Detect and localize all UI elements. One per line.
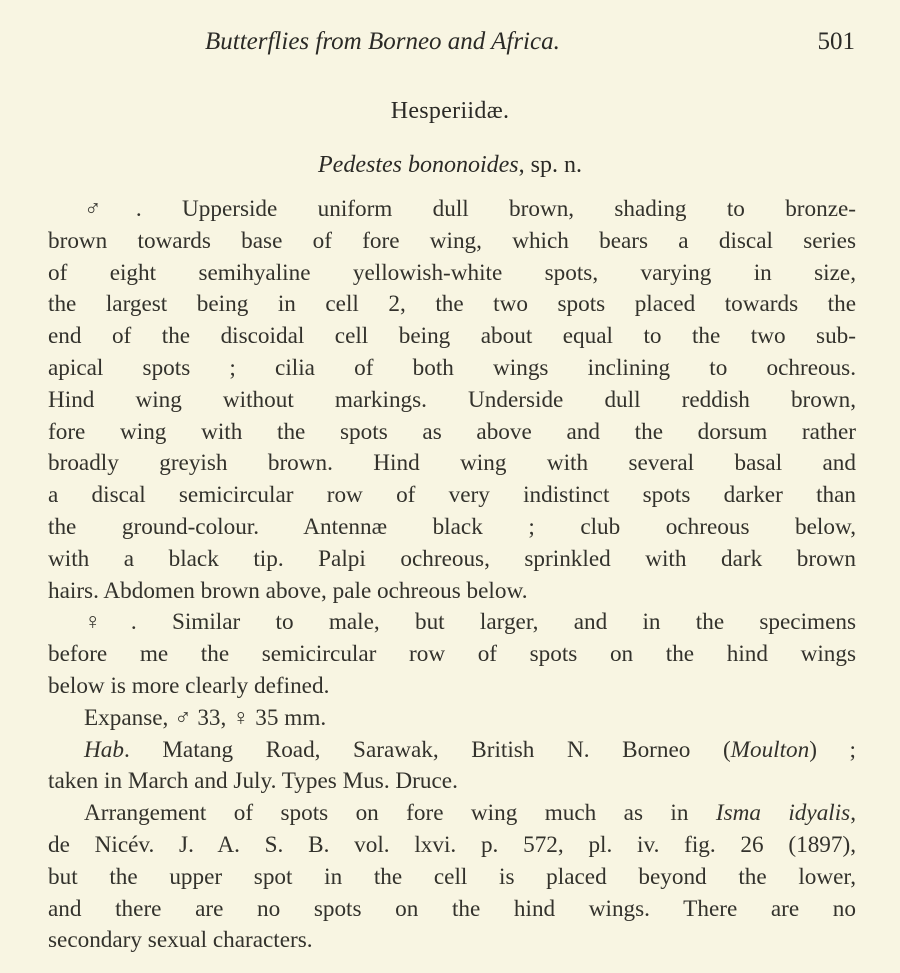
text-line: de Nicév. J. A. S. B. vol. lxvi. p. 572, pl. iv. fig. 26 (1897), xyxy=(48,831,856,858)
arrangement-end: , xyxy=(850,800,856,827)
text-line: Hind wing without markings. Underside dull reddish brown, xyxy=(48,386,856,413)
text-line: of eight semihyaline yellowish-white spots, varying in size, xyxy=(48,259,856,286)
collector-name: Moulton xyxy=(730,736,810,763)
text-line: brown towards base of fore wing, which bears a discal series xyxy=(48,227,856,254)
expanse-line: Expanse, ♂ 33, ♀ 35 mm. xyxy=(84,704,327,731)
text-line: before me the semicircular row of spots on the hind wings xyxy=(48,641,856,668)
text-line: ♀. Similar to male, but larger, and in the specimens xyxy=(84,609,856,636)
text-line: and there are no spots on the hind wings. There are no xyxy=(48,895,856,922)
text-line: taken in March and July. Types Mus. Druce. xyxy=(48,768,458,795)
text-line: apical spots ; cilia of both wings inclining to ochreous. xyxy=(48,354,856,381)
hab-label: Hab xyxy=(84,736,124,763)
hab-end: ) ; xyxy=(809,736,856,763)
text-line: with a black tip. Palpi ochreous, sprinkled with dark brown xyxy=(48,545,856,572)
species-suffix: , sp. n. xyxy=(518,152,582,178)
text-line: a discal semicircular row of very indistinct spots darker than xyxy=(48,482,856,509)
text-line: secondary sexual characters. xyxy=(48,927,313,954)
species-heading xyxy=(0,152,900,179)
text-line: hairs. Abdomen brown above, pale ochreous below. xyxy=(48,577,528,604)
text-line: ♂. Upperside uniform dull brown, shading to bronze- xyxy=(84,196,856,222)
page-number: 501 xyxy=(817,28,855,55)
species-name: Pedestes bononoides xyxy=(318,152,519,178)
text-line: below is more clearly defined. xyxy=(48,672,330,699)
arrangement-text: Arrangement of spots on fore wing much as in xyxy=(84,800,716,827)
arrangement-line xyxy=(48,798,856,830)
section-heading: Hesperiidæ. xyxy=(390,98,510,124)
description-body xyxy=(48,194,856,957)
text-line: the largest being in cell 2, the two spots placed towards the xyxy=(48,291,856,318)
text-line: but the upper spot in the cell is placed beyond the lower, xyxy=(48,863,856,890)
text-line: end of the discoidal cell being about equal to the two sub- xyxy=(48,323,856,350)
habitat-line xyxy=(48,735,856,767)
text-line: the ground-colour. Antennæ black ; club ochreous below, xyxy=(48,513,856,540)
taxon-name: Isma idyalis xyxy=(715,800,851,827)
running-head xyxy=(205,28,855,62)
text-line: broadly greyish brown. Hind wing with several basal and xyxy=(48,450,856,477)
running-title: Butterflies from Borneo and Africa. xyxy=(205,28,560,55)
text-line: fore wing with the spots as above and the dorsum rather xyxy=(48,418,856,445)
hab-text: . Matang Road, Sarawak, British N. Borneo ( xyxy=(123,736,731,763)
